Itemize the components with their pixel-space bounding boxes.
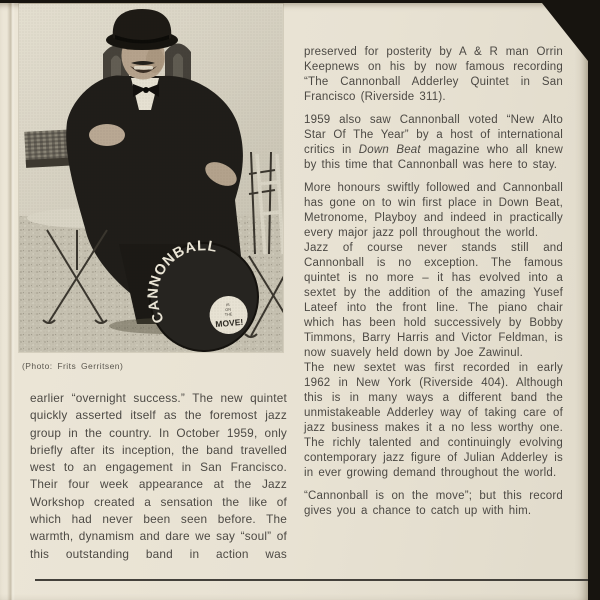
paragraph-segment: magazine who all knew by this time that Cannonball was here to stay. [304,144,563,171]
magazine-title: Down Beat [358,144,421,156]
sleeve-crease [7,3,15,600]
paragraph: Jazz of course never stands still and Cannonball is no exception. The famous quintet is no more – it has evolved into a sextet by the addition of the amazing Yusef Lateef into the front line. The piano chair which has been hold successively by Bobby Timmons, Barry Harris and Victor Feldman, is now suavely held down by Joe Zawinul. [304,242,563,359]
paragraph: “Cannonball is on the move”; but this record gives you a chance to catch up with him. [304,490,563,517]
photo-illustration [19,4,283,352]
paragraph: The new sextet was first recorded in early 1962 in New York (Riverside 404). Although this is in many ways a different band the unmistakeable Adderley way of taking care of jazz business makes it a no less worthy one. The richly talented and continuingly evolving contemporary jazz figure of Julian Adderley is in ever growing demand throughout the world. [304,362,563,479]
sleeve-paper [0,3,588,600]
bottom-rule [35,579,588,581]
liner-notes-left-column [30,390,287,563]
paragraph: preserved for posterity by A & R man Orrin Keepnews on his by now famous recording “The Cannonball Adderley Quintet in San Francisco (Riverside 311). [304,46,563,103]
paragraph-segment: 1959 also saw Cannonball voted “New Alto Star Of The Year” by a host of international critics in [304,114,563,156]
photo-grain-overlay [19,4,283,352]
photo-caption: (Photo: Frits Gerritsen) [22,361,124,371]
paragraph: earlier “overnight success.” The new quintet quickly asserted itself as the foremost jazz group in the country. In October 1959, only briefly after its inception, the band travelled west to an engagement in San Francisco. Their four week appearance at the Jazz Workshop created a sensation the like of which had never been seen before. The warmth, dynamism and dare we say “soul” of this outstanding band in action was [30,391,287,561]
paragraph: More honours swiftly followed and Cannonball has gone on to win first place in Down Beat, Metronome, Playboy and indeed in practically every major jazz poll throughout the world. [304,182,563,239]
cannonball-photo [19,4,283,352]
liner-notes-right-column [304,45,563,519]
paragraph [304,113,563,173]
